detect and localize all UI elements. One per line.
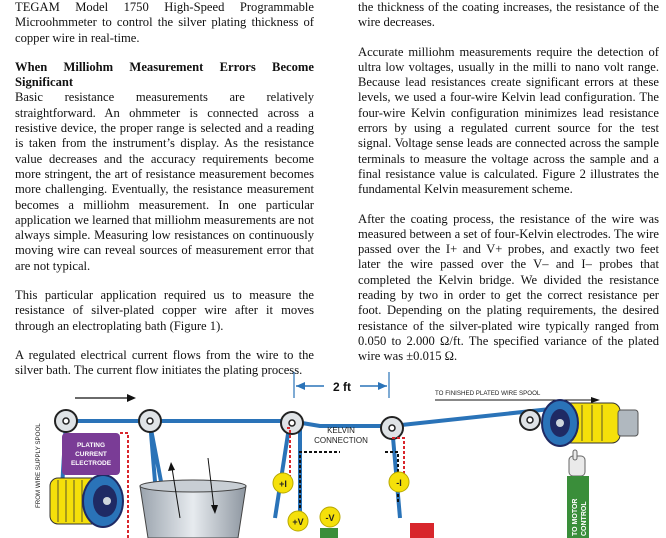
distance-label: 2 ft <box>333 380 351 394</box>
kelvin-lead-voltage <box>300 452 340 508</box>
arrowhead-icon <box>168 462 175 471</box>
hand-icon <box>569 450 585 476</box>
probe-label: -V <box>325 513 335 523</box>
probe-label: -I <box>396 478 402 488</box>
plating-bath <box>140 486 246 538</box>
motor-control-label: CONTROL <box>581 501 588 536</box>
motor-control-label: TO MOTOR <box>572 498 579 536</box>
finished-spool-icon <box>542 400 638 446</box>
pulley-icon <box>55 410 77 432</box>
pulley-icon <box>520 410 540 430</box>
intro-paragraph: TEGAM Model 1750 High-Speed Programmable Microohmmeter to control the silver plating thickness of copper wire in real-time. <box>15 0 314 45</box>
arrowhead-icon <box>127 394 136 402</box>
arrowhead-icon <box>591 397 600 403</box>
electrode-lead <box>120 433 128 538</box>
supply-spool-icon <box>50 475 123 527</box>
body-paragraph: Basic resistance measurements are relatively straightforward. An ohmmeter is connected across a resistive device, the proper range is selected and a reading is taken from the instrument’s display. As the resistance value decreases and the accuracy requirements become more stringent, the art of resistance measurement becomes more challenging. Eventually, the resistance measurement becomes a milliohm measurement. In one particular application we learned that milliohm measurements are not always simple. Measuring low resistances on continuously moving wire can reveal sources of measurement error that are not typical. <box>15 90 314 273</box>
finished-spool-label: TO FINISHED PLATED WIRE SPOOL <box>435 390 541 397</box>
arrowhead-icon <box>296 382 305 390</box>
body-paragraph: After the coating process, the resistance of the wire was measured between a set of four-Kelvin electrodes. The wire passed over the I+ and V+ probes, and exactly two feet later the wire passed over the V– and I– probes that completed the Kelvin bridge. We divided the resistance reading by two in order to get the correct resistance per foot. Depending on the plating requirements, the desired resistance of the silver-plated wire typically ranged from 0.050 to 2.000 Ω/ft. The specified variance of the plated wire was ±0.015 Ω. <box>358 211 659 364</box>
arrowhead-icon <box>378 382 387 390</box>
meter-terminal <box>320 528 338 538</box>
section-heading: When Milliohm Measurement Errors Become Significant <box>15 59 314 90</box>
kelvin-label: CONNECTION <box>314 436 368 445</box>
plating-electrode-label: CURRENT <box>75 451 107 458</box>
pulley-icon <box>281 412 303 434</box>
plating-bath-rim <box>140 480 246 492</box>
body-paragraph: the thickness of the coating increases, the resistance of the wire decreases. <box>358 0 659 30</box>
probe-label: +I <box>279 479 287 489</box>
plating-diagram <box>0 368 666 538</box>
supply-spool-label: FROM WIRE SUPPLY SPOOL <box>35 423 42 508</box>
probe-label: +V <box>292 517 304 527</box>
right-column <box>358 0 659 379</box>
body-paragraph: A regulated electrical current flows from the wire to the silver bath. The current flow initiates the plating process. <box>15 347 314 378</box>
plating-electrode-label: ELECTRODE <box>70 460 112 467</box>
left-column <box>15 0 314 393</box>
kelvin-label: KELVIN <box>327 426 355 435</box>
body-paragraph: This particular application required us to measure the resistance of silver-plated copper wire after it moves through an electroplating bath (Figure 1). <box>15 288 314 333</box>
pulley-icon <box>139 410 161 432</box>
body-paragraph: Accurate milliohm measurements require the detection of ultra low voltages, usually in the milli to nano volt range. Because lead resistances create significant errors at these levels, we used a four-wire Kelvin lead configuration. The four-wire Kelvin configuration minimizes lead resistance errors by using a regulated current source for the test signal. Voltage sense leads are connected across the sample terminals to measure the voltage across the sample and a final resistance value is calculated. Figure 2 illustrates the fundamental Kelvin measurement scheme. <box>358 44 659 197</box>
pulley-icon <box>381 417 403 439</box>
meter-terminal <box>410 523 434 538</box>
plating-electrode-label: PLATING <box>76 442 106 449</box>
